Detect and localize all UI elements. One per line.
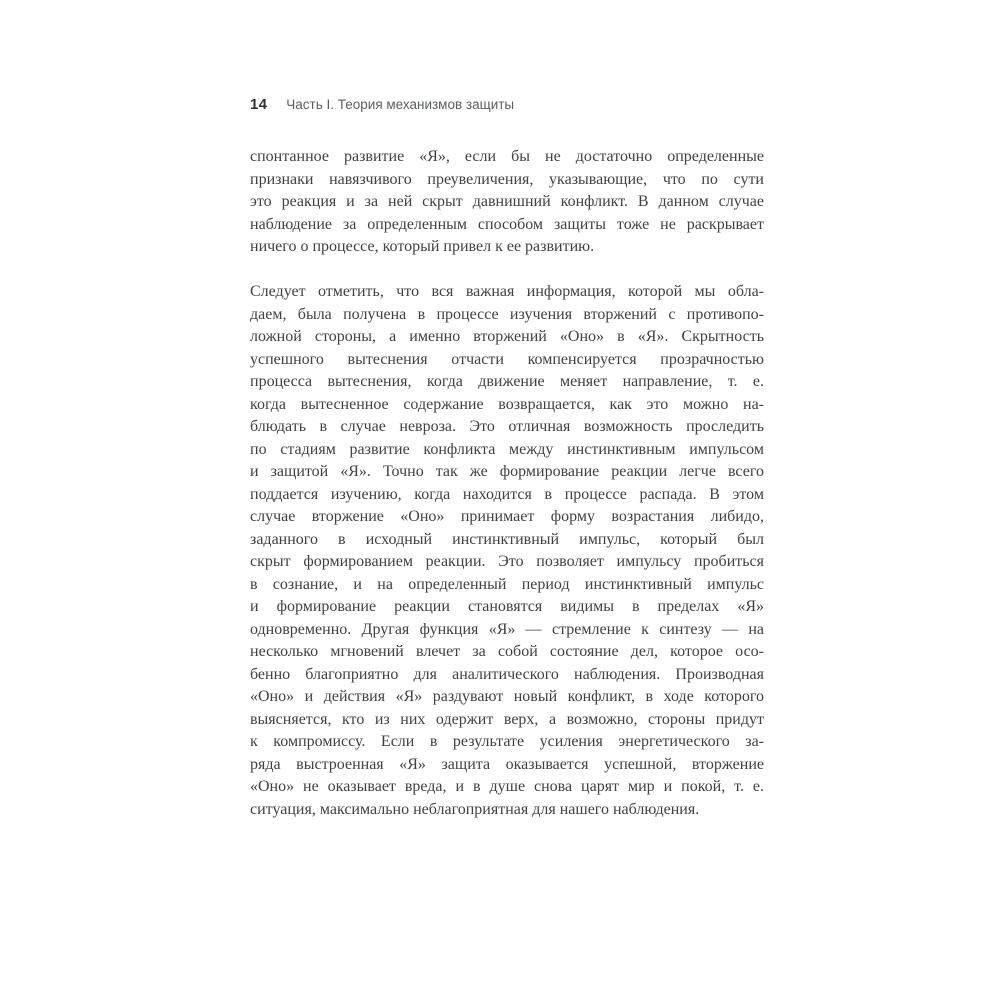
text-line: заданного в исходный инстинктивный импульс, который был [250,530,764,548]
text-line: процесса вытеснения, когда движение меняет направление, т. е. [250,373,764,390]
text-line: и защитой «Я». Точно так же формирование реакции легче всего [250,463,764,480]
text-line: успешного вытеснения отчасти компенсируется прозрачностью [250,350,764,368]
text-line: по стадиям развитие конфликта между инстинктивным импульсом [250,440,764,458]
text-line: признаки навязчивого преувеличения, указывающие, что по сути [250,170,764,188]
text-line: и формирование реакции становятся видимы в пределах «Я» [250,598,764,615]
paragraph [250,281,764,821]
running-title: Часть I. Теория механизмов защиты [286,97,515,112]
text-line: бенно благоприятно для аналитического наблюдения. Производная [250,665,764,683]
text-line: наблюдение за определенным способом защиты тоже не раскрывает [250,215,764,233]
text-line: это реакция и за ней скрыт давнишний конфликт. В данном случае [250,193,764,210]
text-line: ничего о процессе, который привел к ее развитию. [250,238,595,255]
text-line: поддается изучению, когда находится в процессе распада. В этом [250,485,764,503]
paragraph [250,146,764,259]
text-block [250,146,764,821]
text-line: одновременно. Другая функция «Я» — стремление к синтезу — на [250,620,764,638]
text-line: случае вторжение «Оно» принимает форму возрастания либидо, [250,508,764,525]
text-line: несколько мгновений влечет за собой состояние дел, которое осо- [250,643,764,660]
text-line: Следует отметить, что вся важная информация, которой мы обла- [250,283,764,300]
text-line: «Оно» не оказывает вреда, и в душе снова царят мир и покой, т. е. [250,778,764,795]
page-number: 14 [250,96,268,113]
text-line: в сознание, и на определенный период инстинктивный импульс [250,575,764,593]
text-line: даем, была получена в процессе изучения вторжений с противопо- [250,305,764,323]
text-line: к компромиссу. Если в результате усиления энергетического за- [250,733,764,750]
text-line: скрыт формированием реакции. Это позволяет импульсу пробиться [250,553,764,570]
text-line: спонтанное развитие «Я», если бы не достаточно определенные [250,148,764,165]
text-line: ложной стороны, а именно вторжений «Оно» в «Я». Скрытность [250,328,764,345]
text-line: ситуация, максимально неблагоприятная для нашего наблюдения. [250,800,700,818]
text-line: выясняется, кто из них одержит верх, а возможно, стороны придут [250,710,764,728]
page-header [250,96,514,113]
text-line: когда вытесненное содержание возвращается, как это можно на- [250,395,764,413]
text-line: «Оно» и действия «Я» раздувают новый конфликт, в ходе которого [250,688,764,705]
text-line: блюдать в случае невроза. Это отличная возможность проследить [250,418,764,435]
text-line: ряда выстроенная «Я» защита оказывается успешной, вторжение [250,755,764,773]
